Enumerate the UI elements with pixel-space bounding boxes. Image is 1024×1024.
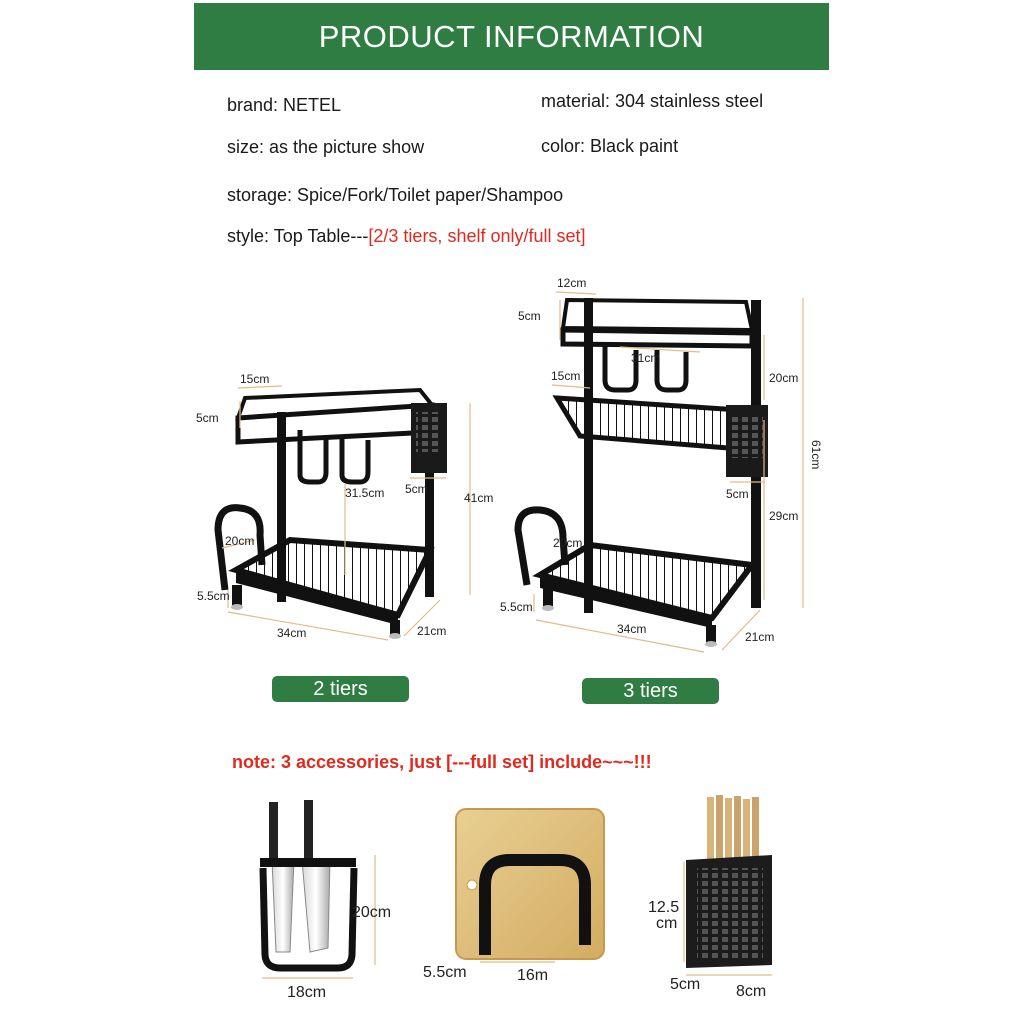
style-highlight: [2/3 tiers, shelf only/full set] (368, 226, 586, 246)
accessories-note: note: 3 accessories, just [---full set] include~~~!!! (232, 752, 652, 772)
two-tier-dim-width: 34cm (277, 626, 307, 640)
chopstick-dim-depth: 5cm (670, 976, 701, 993)
style-prefix: style: Top Table--- (227, 226, 369, 246)
knife-holder-dim-height: 20cm (352, 904, 392, 921)
two-tier-dim-width-top: 31.5cm (345, 486, 385, 500)
three-tier-dim-width-top: 31cm (631, 351, 661, 365)
three-tier-dim-rail: 20cm (553, 536, 583, 550)
size-text: size: as the picture show (227, 137, 425, 157)
two-tier-dim-top-height: 5cm (196, 411, 219, 425)
chopstick-dim-width: 8cm (736, 983, 767, 1000)
three-tier-dim-top-depth: 12cm (557, 276, 587, 290)
material-text: material: 304 stainless steel (541, 91, 764, 111)
board-holder-dim-width: 16m (517, 967, 549, 984)
three-tier-dim-top-height: 5cm (518, 309, 541, 323)
three-tier-label: 3 tiers (582, 678, 719, 704)
two-tier-dim-top-depth: 15cm (240, 372, 270, 386)
three-tier-dim-mid-depth: 15cm (551, 369, 581, 383)
two-tier-label: 2 tiers (272, 676, 409, 702)
chopstick-dim-height: 12.5 (648, 899, 680, 916)
two-tier-dim-foot: 5.5cm (197, 589, 230, 603)
chopstick-holder-accessory (648, 795, 772, 1000)
three-tier-dim-width: 34cm (617, 622, 647, 636)
color-text: color: Black paint (541, 136, 679, 156)
knife-holder-dim-width: 18cm (287, 984, 327, 1001)
cutting-board-accessory (423, 809, 604, 984)
board-holder-dim-depth: 5.5cm (423, 964, 467, 981)
chopstick-dim-height-unit: cm (656, 915, 678, 932)
three-tier-dim-foot: 5.5cm (500, 600, 533, 614)
three-tier-dim-height: 61cm (809, 440, 823, 470)
storage-text: storage: Spice/Fork/Toilet paper/Shampoo (227, 185, 564, 205)
page-title: PRODUCT INFORMATION (318, 18, 705, 54)
knife-holder-accessory (260, 800, 391, 1001)
two-tier-dim-height: 41cm (464, 491, 494, 505)
three-tier-rack (500, 276, 823, 652)
two-tier-dim-rail: 20cm (225, 534, 255, 548)
two-tier-dim-depth: 21cm (417, 624, 447, 638)
three-tier-dim-holder: 5cm (726, 487, 749, 501)
three-tier-dim-lower-gap: 29cm (769, 509, 799, 523)
three-tier-dim-depth: 21cm (745, 630, 775, 644)
two-tier-dim-holder: 5cm (405, 482, 428, 496)
brand-text: brand: NETEL (227, 95, 342, 115)
two-tier-rack (196, 372, 493, 640)
three-tier-dim-upper-gap: 20cm (769, 371, 799, 385)
